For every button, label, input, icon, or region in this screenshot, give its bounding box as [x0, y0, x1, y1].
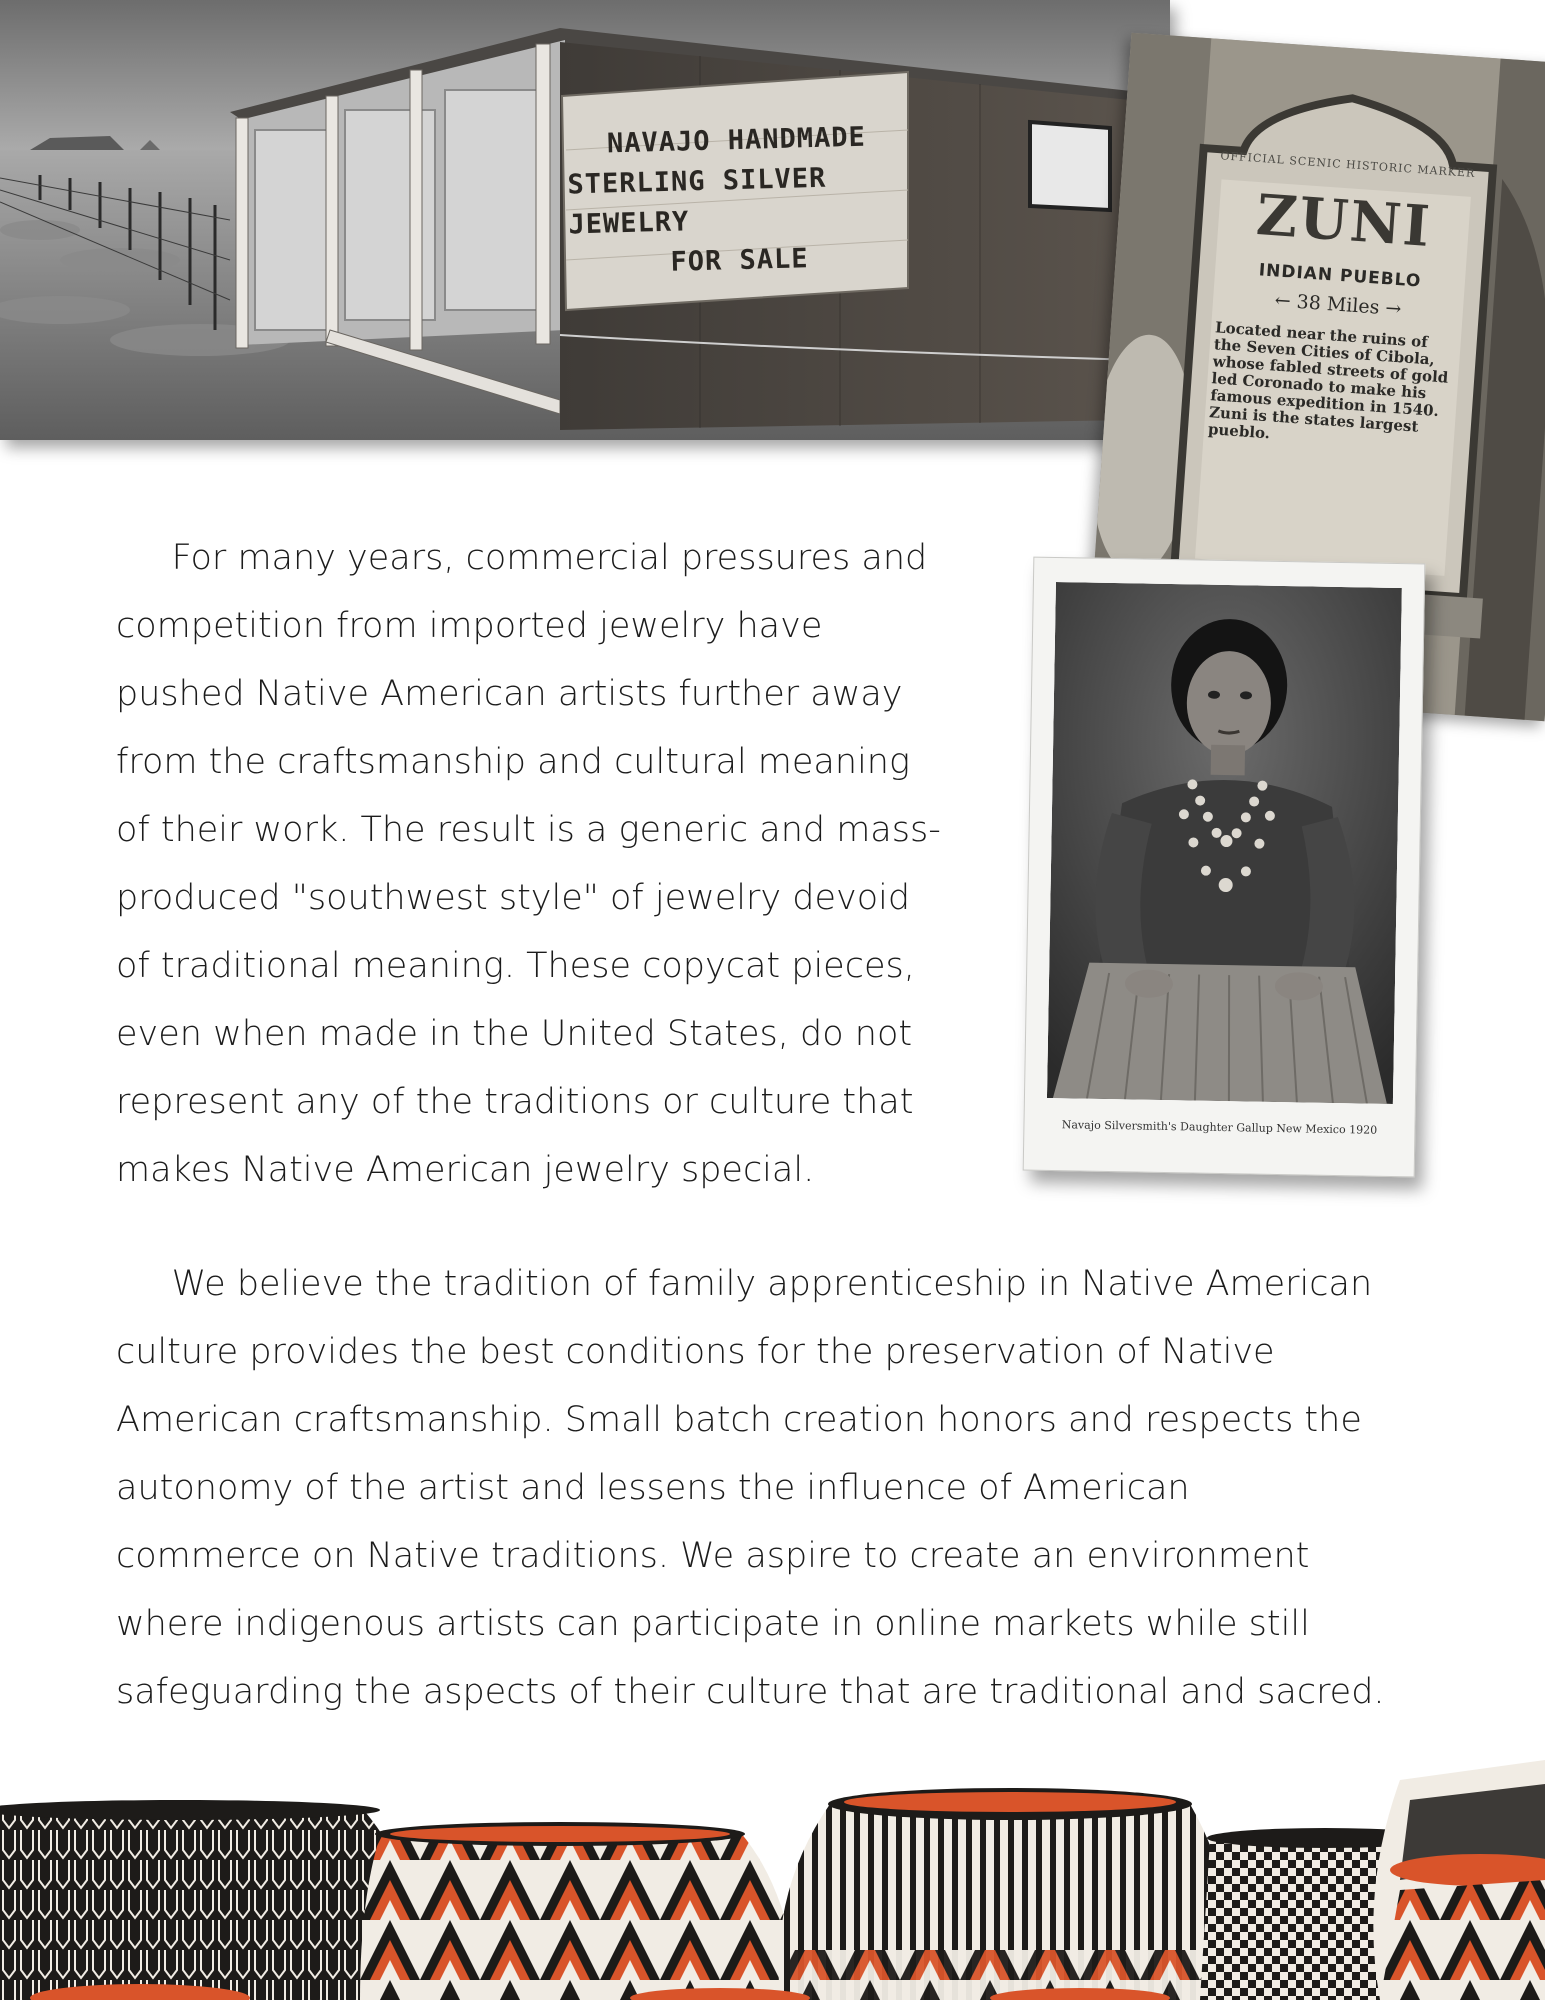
intro-paragraph — [116, 524, 996, 1204]
intro-line-8: even when made in the United States, do not — [116, 1014, 913, 1054]
zuni-sign-title: ZUNI — [1254, 182, 1434, 261]
mission-paragraph — [116, 1250, 1446, 1726]
intro-line-7: of traditional meaning. These copycat pieces, — [116, 946, 915, 986]
intro-line-6: produced "southwest style" of jewelry devoid — [116, 878, 911, 918]
mission-line-3: American craftsmanship. Small batch creation honors and respects the — [116, 1400, 1362, 1440]
intro-line-3: pushed Native American artists further away — [116, 674, 903, 714]
mission-line-5: commerce on Native traditions. We aspire to create an environment — [116, 1536, 1310, 1576]
girl-photo-card — [1023, 557, 1426, 1178]
mission-line-2: culture provides the best conditions for the preservation of Native — [116, 1332, 1275, 1372]
zuni-sign-body: Located near the ruins of the Seven Cities of Cibola, whose fabled streets of gold led Coronado to make his famous expedition in 1540. Zuni is the states largest pueblo. — [1207, 318, 1449, 443]
stand-sign-line-1: NAVAJO HANDMADE — [606, 121, 867, 160]
zuni-sign-top: OFFICIAL SCENIC HISTORIC MARKER — [1219, 149, 1476, 181]
zuni-sign-distance: ← 38 Miles → — [1274, 289, 1403, 321]
mission-line-7: safeguarding the aspects of their culture that are traditional and sacred. — [116, 1672, 1385, 1712]
zuni-sign-subtitle: INDIAN PUEBLO — [1258, 260, 1422, 292]
pottery-footer-image — [0, 1740, 1545, 2000]
intro-line-4: from the craftsmanship and cultural meaning — [116, 742, 910, 782]
intro-line-5: of their work. The result is a generic and mass- — [116, 810, 941, 850]
intro-line-10: makes Native American jewelry special. — [116, 1150, 815, 1190]
girl-photo-caption: Navajo Silversmith's Daughter Gallup New Mexico 1920 — [1061, 1118, 1378, 1137]
mission-line-1: We believe the tradition of family apprenticeship in Native American — [116, 1264, 1373, 1304]
mission-line-6: where indigenous artists can participate in online markets while still — [116, 1604, 1310, 1644]
pottery-illustration — [0, 1740, 1545, 2000]
stand-sign-line-3: FOR SALE — [670, 243, 809, 278]
intro-line-2: competition from imported jewelry have — [116, 606, 823, 646]
girl-portrait-illustration — [1047, 582, 1402, 1104]
roadside-stand-photo — [0, 0, 1170, 440]
mission-line-4: autonomy of the artist and lessens the influence of American — [116, 1468, 1190, 1508]
girl-photo-image — [1047, 582, 1402, 1104]
intro-line-1: For many years, commercial pressures and — [116, 538, 928, 578]
stand-sign-line-2: STERLING SILVER JEWELRY — [567, 162, 827, 241]
intro-line-9: represent any of the traditions or culture that — [116, 1082, 914, 1122]
stand-sign-text — [565, 92, 910, 311]
zuni-sign-text — [1185, 139, 1484, 577]
